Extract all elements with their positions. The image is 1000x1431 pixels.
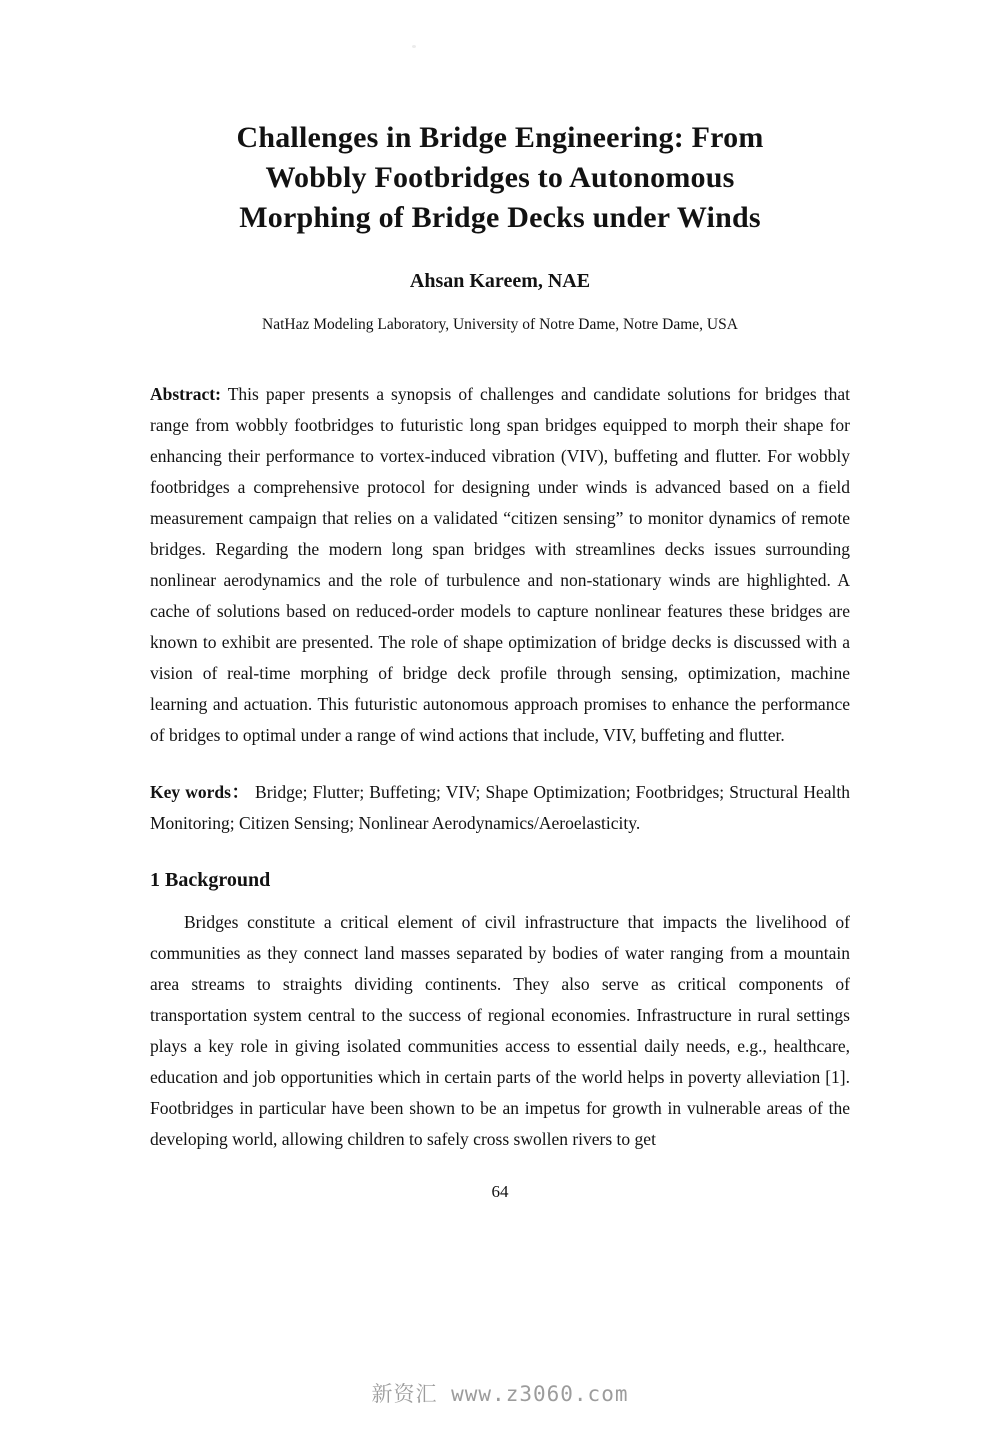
- keywords-text: Bridge; Flutter; Buffeting; VIV; Shape Optimization; Footbridges; Structural Health Monitoring; Citizen Sensing; Nonlinear Aerodynamics/Aeroelasticity.: [150, 782, 851, 833]
- footer-watermark: 新资汇 www.z3060.com: [371, 1382, 629, 1406]
- keywords-paragraph: [150, 777, 850, 839]
- abstract-label: Abstract:: [150, 384, 221, 404]
- page-number: 64: [491, 1182, 509, 1201]
- body-paragraph: Bridges constitute a critical element of civil infrastructure that impacts the livelihood of communities as they connect land masses separated by bodies of water ranging from a mountain area streams to straights dividing continents. They also serve as critical components of transportation system central to the success of regional economies. Infrastructure in rural settings plays a key role in giving isolated communities access to essential daily needs, e.g., healthcare, education and job opportunities which in certain parts of the world helps in poverty alleviation [1]. Footbridges in particular have been shown to be an impetus for growth in vulnerable areas of the developing world, allowing children to safely cross swollen rivers to get: [150, 912, 850, 1149]
- abstract-text: This paper presents a synopsis of challenges and candidate solutions for bridges that range from wobbly footbridges to futuristic long span bridges equipped to morph their shape for enhancing their performance to vortex-induced vibration (VIV), buffeting and flutter. For wobbly footbridges a comprehensive protocol for designing under winds is advanced based on a field measurement campaign that relies on a validated “citizen sensing” to monitor dynamics of remote bridges. Regarding the modern long span bridges with streamlines decks issues surrounding nonlinear aerodynamics and the role of turbulence and non-stationary winds are highlighted. A cache of solutions based on reduced-order models to capture nonlinear features these bridges are known to exhibit are presented. The role of shape optimization of bridge decks is discussed with a vision of real-time morphing of bridge deck profile through sensing, optimization, machine learning and actuation. This futuristic autonomous approach promises to enhance the performance of bridges to optimal under a range of wind actions that include, VIV, buffeting and flutter.: [150, 384, 850, 745]
- abstract-paragraph: [150, 379, 850, 751]
- affiliation-line: NatHaz Modeling Laboratory, University of Notre Dame, Notre Dame, USA: [262, 316, 738, 333]
- section-heading-background: 1 Background: [150, 869, 271, 891]
- scan-artifact-dot: [412, 45, 416, 48]
- paper-title-line: Wobbly Footbridges to Autonomous: [265, 161, 735, 194]
- paper-title-line: Morphing of Bridge Decks under Winds: [239, 201, 761, 234]
- author-line: Ahsan Kareem, NAE: [409, 270, 591, 292]
- paper-title-line: Challenges in Bridge Engineering: From: [236, 121, 764, 154]
- keywords-label: Key words：: [150, 782, 250, 802]
- paper-title: [150, 118, 850, 238]
